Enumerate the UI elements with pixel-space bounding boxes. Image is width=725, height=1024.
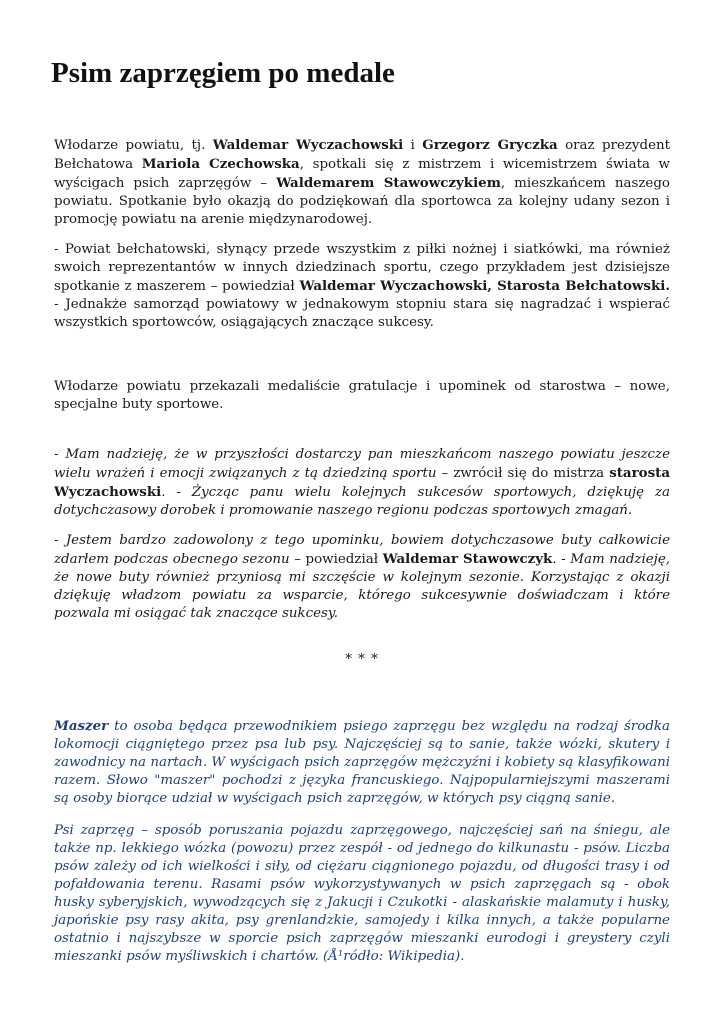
name-starosta: Waldemar Wyczachowski, Starosta Bełchatowski. <box>299 278 670 294</box>
name-czechowska: Mariola Czechowska <box>141 156 300 172</box>
paragraph-psi-zaprzeg-definition: Psi zaprzęg – sposób poruszania pojazdu zaprzęgowego, najczęściej sań na śniegu, ale także np. lekkiego wózka (powozu) przez zespół - od jednego do kilkunastu - psów. Liczba psów zależy od ich wielkości i siły, od ciężaru ciągnionego pojazdu, od długości trasy i od pofałdowania terenu. Rasami psów wykorzystywanych w psich zaprzęgach są - obok husky syberyjskich, wywodzących się z Jakucji i Czukotki - alaskańskie malamuty i husky, japońskie psy rasy akita, psy grenlandzkie, samojedy i kilka innych, a także popularne ostatnio i najszybsze w sporcie psich zaprzęgów mieszanki eurodogi i greystery czyli mieszanki psów myśliwskich i chartów. (Å¹ródło: Wikipedia). <box>54 823 670 964</box>
paragraph-wishes: - Mam nadzieję, że w przyszłości dostarczy pan mieszkańcom naszego powiatu jeszcze wielu wrażeń i emocji związanych z tą dziedziną sportu – zwrócił się do mistrza starosta Wyczachowski. - Życząc panu wielu kolejnych sukcesów sportowych, dziękuję za dotychczasowy dorobek i promowanie naszego regionu podczas sportowych zmagań. <box>54 447 670 518</box>
page-title: Psim zaprzęgiem po medale <box>51 57 395 89</box>
paragraph-quote-starosta: - Powiat bełchatowski, słynący przede wszystkim z piłki nożnej i siatkówki, ma również swoich reprezentantów w innych dziedzinach sportu, czego przykładem jest dzisiejsze spotkanie z maszerem – powiedział Waldemar Wyczachowski, Starosta Bełchatowski. - Jednakże samorząd powiatowy w jednakowym stopniu stara się nagradzać i wspierać wszystkich sportowców, osiągających znaczące sukcesy. <box>54 242 670 330</box>
name-stawowczyk-2: Waldemar Stawowczyk <box>382 551 553 567</box>
paragraph-thanks: - Jestem bardzo zadowolony z tego upominku, bowiem dotychczasowe buty całkowicie zdarłem podczas obecnego sezonu – powiedział Waldemar Stawowczyk. - Mam nadzieję, że nowe buty również przyniosą mi szczęście w kolejnym sezonie. Korzystając z okazji dziękuję władzom powiatu za wsparcie, którego sukcesywnie doświadczam i które pozwala mi osiągać tak znaczące sukcesy. <box>54 533 670 621</box>
name-stawowczyk: Waldemarem Stawowczykiem <box>276 175 501 191</box>
paragraph-gift: Włodarze powiatu przekazali medaliście gratulacje i upominek od starostwa – nowe, specjalne buty sportowe. <box>54 379 670 412</box>
term-maszer: Maszer <box>54 718 109 734</box>
name-wyczachowski: Waldemar Wyczachowski <box>212 137 404 153</box>
paragraph-intro: Włodarze powiatu, tj. Waldemar Wyczachowski i Grzegorz Gryczka oraz prezydent Bełchatowa Mariola Czechowska, spotkali się z mistrzem i wicemistrzem świata w wyścigach psich zaprzęgów – Waldemarem Stawowczykiem, mieszkańcem naszego powiatu. Spotkanie było okazją do podziękowań dla sportowca za kolejny udany sezon i promocję powiatu na arenie międzynarodowej. <box>54 137 671 227</box>
name-starosta-2: starosta Wyczachowski <box>54 465 670 500</box>
name-gryczka: Grzegorz Gryczka <box>422 137 558 153</box>
section-separator: * * * <box>345 652 379 667</box>
paragraph-maszer-definition: Maszer to osoba będąca przewodnikiem psiego zaprzęgu bez względu na rodzaj środka lokomocji ciągniętego przez psa lub psy. Najczęściej są to sanie, także wózki, skutery i zawodnicy na nartach. W wyścigach psich zaprzęgów mężczyźni i kobiety są klasyfikowani razem. Słowo "maszer" pochodzi z języka francuskiego. Najpopularniejszymi maszerami są osoby biorące udział w wyścigach psich zaprzęgów, w których psy ciągną sanie. <box>54 718 670 806</box>
